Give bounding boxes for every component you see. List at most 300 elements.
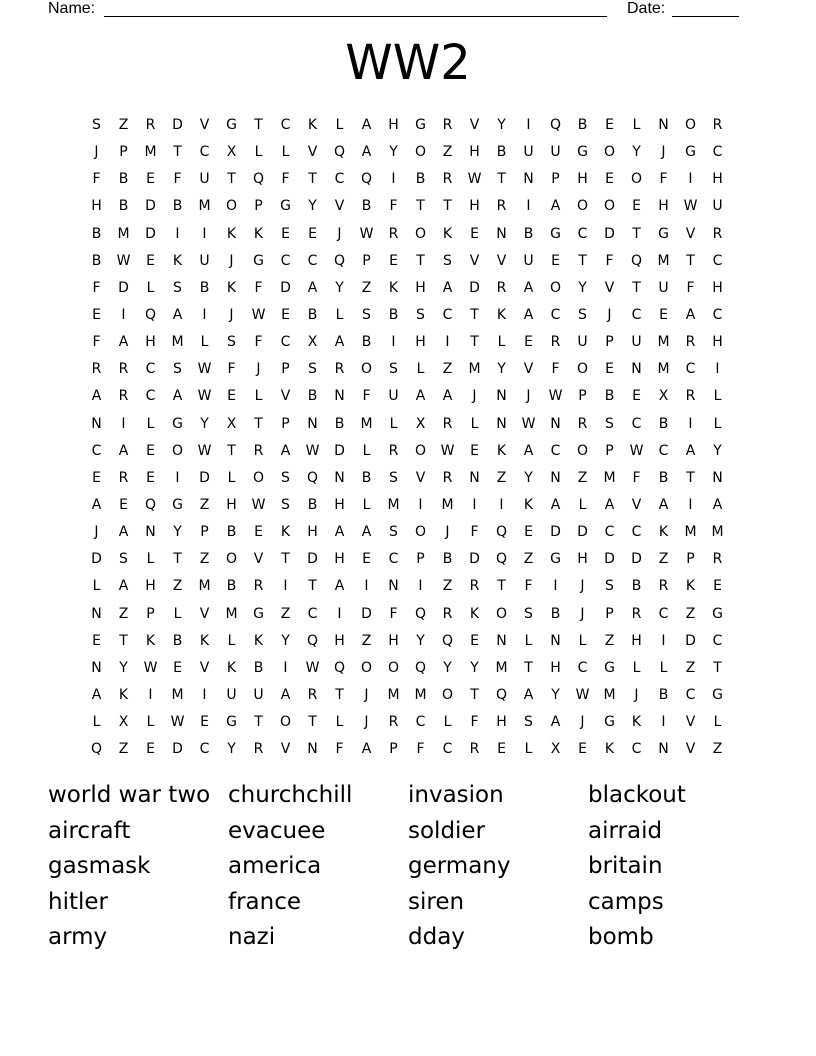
grid-letter: G <box>712 686 723 703</box>
grid-letter: Q <box>306 469 319 486</box>
grid-letter: R <box>496 279 507 296</box>
grid-letter: Y <box>281 632 290 649</box>
grid-letter: M <box>657 361 670 378</box>
grid-letter: I <box>661 714 666 731</box>
grid-letter: J <box>229 306 234 323</box>
grid-letter: B <box>91 252 102 269</box>
grid-letter: K <box>280 524 291 541</box>
word-list-item: evacuee <box>228 817 326 844</box>
grid-letter: C <box>685 361 696 378</box>
word-list-item: invasion <box>408 782 504 808</box>
grid-letter: Z <box>118 117 129 133</box>
grid-letter: T <box>308 171 317 188</box>
grid-letter: G <box>604 659 615 676</box>
grid-letter: R <box>118 469 129 486</box>
grid-letter: W <box>467 171 482 188</box>
grid-letter: F <box>335 741 344 758</box>
grid-letter: Z <box>496 469 507 486</box>
grid-letter: Y <box>119 659 128 676</box>
grid-letter: I <box>688 415 693 432</box>
grid-letter: T <box>443 198 452 215</box>
grid-letter: U <box>523 252 534 269</box>
grid-letter: G <box>712 605 723 622</box>
word-list-item: america <box>228 853 322 879</box>
grid-letter: A <box>361 741 372 758</box>
grid-letter: W <box>305 442 320 459</box>
grid-letter: E <box>497 741 506 758</box>
grid-letter: D <box>91 551 102 568</box>
grid-letter: Q <box>495 686 508 703</box>
grid-letter: Z <box>523 551 534 568</box>
grid-letter: V <box>496 252 507 269</box>
grid-letter: D <box>469 551 480 568</box>
grid-letter: A <box>361 117 372 133</box>
grid-letter: P <box>362 252 371 269</box>
grid-letter: H <box>334 496 345 513</box>
grid-letter: Y <box>497 361 506 378</box>
grid-letter: E <box>470 632 479 649</box>
grid-letter: Q <box>144 496 157 513</box>
grid-letter: R <box>145 117 156 133</box>
grid-letter: S <box>281 469 290 486</box>
grid-letter: I <box>526 117 531 133</box>
grid-letter: E <box>200 714 209 731</box>
grid-letter: R <box>550 334 561 351</box>
grid-letter: R <box>631 605 642 622</box>
grid-letter: S <box>362 306 371 323</box>
name-label: Name: <box>48 0 96 17</box>
grid-letter: D <box>280 279 291 296</box>
grid-letter: N <box>550 415 561 432</box>
grid-letter: P <box>686 551 695 568</box>
grid-letter: D <box>145 225 156 242</box>
grid-letter: E <box>578 741 587 758</box>
grid-letter: X <box>307 334 318 351</box>
grid-letter: N <box>550 469 561 486</box>
grid-letter: W <box>251 496 266 513</box>
grid-letter: Y <box>443 659 452 676</box>
grid-letter: Y <box>578 279 587 296</box>
grid-letter: E <box>146 469 155 486</box>
grid-letter: E <box>146 741 155 758</box>
grid-letter: W <box>143 659 158 676</box>
grid-letter: B <box>199 279 210 296</box>
grid-letter: Z <box>658 551 669 568</box>
grid-letter: I <box>391 171 396 188</box>
grid-letter: E <box>119 496 128 513</box>
grid-letter: S <box>389 361 398 378</box>
word-list-item: gasmask <box>48 853 151 879</box>
grid-letter: E <box>254 524 263 541</box>
grid-letter: Y <box>416 632 425 649</box>
grid-letter: O <box>171 442 184 459</box>
grid-letter: E <box>470 225 479 242</box>
grid-letter: Z <box>199 496 210 513</box>
grid-letter: R <box>685 334 696 351</box>
word-list-item: aircraft <box>48 817 131 844</box>
grid-letter: B <box>361 198 372 215</box>
grid-letter: R <box>658 578 669 595</box>
grid-letter: I <box>391 334 396 351</box>
grid-letter: T <box>632 225 641 242</box>
grid-letter: P <box>578 388 587 405</box>
grid-letter: G <box>280 198 291 215</box>
grid-letter: R <box>334 361 345 378</box>
grid-letter: I <box>283 578 288 595</box>
grid-letter: N <box>388 578 399 595</box>
grid-letter: L <box>362 496 371 513</box>
grid-letter: G <box>604 714 615 731</box>
grid-letter: Z <box>361 279 372 296</box>
grid-letter: I <box>283 659 288 676</box>
grid-letter: R <box>307 686 318 703</box>
grid-letter: L <box>713 714 722 731</box>
grid-letter: N <box>496 632 507 649</box>
grid-letter: I <box>418 578 423 595</box>
grid-letter: S <box>173 279 182 296</box>
grid-letter: O <box>225 551 238 568</box>
grid-letter: H <box>415 334 426 351</box>
grid-letter: U <box>253 686 264 703</box>
grid-letter: O <box>576 198 589 215</box>
grid-letter: S <box>578 306 587 323</box>
grid-letter: L <box>92 714 101 731</box>
grid-letter: T <box>227 442 236 459</box>
grid-letter: E <box>308 225 317 242</box>
grid-letter: O <box>630 171 643 188</box>
grid-letter: U <box>388 388 399 405</box>
grid-letter: B <box>172 198 183 215</box>
grid-letter: K <box>172 252 183 269</box>
grid-letter: E <box>551 252 560 269</box>
grid-letter: J <box>337 225 342 242</box>
grid-letter: O <box>603 144 616 161</box>
grid-letter: R <box>496 198 507 215</box>
grid-letter: I <box>202 686 207 703</box>
grid-letter: Q <box>495 524 508 541</box>
grid-letter: A <box>442 279 453 296</box>
grid-letter: W <box>359 225 374 242</box>
grid-letter: M <box>603 686 616 703</box>
grid-letter: F <box>551 361 560 378</box>
grid-letter: V <box>685 741 696 758</box>
grid-letter: K <box>496 306 507 323</box>
grid-letter: H <box>631 632 642 649</box>
grid-letter: X <box>550 741 561 758</box>
grid-letter: P <box>605 334 614 351</box>
grid-letter: T <box>497 171 506 188</box>
grid-letter: X <box>226 144 237 161</box>
grid-letter: H <box>469 198 480 215</box>
grid-letter: N <box>334 388 345 405</box>
grid-letter: Z <box>442 144 453 161</box>
grid-letter: O <box>387 659 400 676</box>
grid-letter: J <box>94 524 99 541</box>
grid-letter: V <box>469 117 480 133</box>
grid-letter: S <box>92 117 101 133</box>
grid-letter: S <box>308 361 317 378</box>
grid-letter: B <box>523 225 534 242</box>
grid-letter: B <box>226 524 237 541</box>
grid-letter: L <box>524 741 533 758</box>
grid-letter: C <box>415 714 426 731</box>
grid-letter: M <box>198 578 211 595</box>
grid-letter: O <box>414 442 427 459</box>
grid-letter: V <box>199 659 210 676</box>
grid-letter: C <box>550 442 561 459</box>
grid-letter: W <box>197 361 212 378</box>
grid-letter: M <box>171 334 184 351</box>
grid-letter: F <box>524 578 533 595</box>
grid-letter: G <box>550 225 561 242</box>
grid-letter: G <box>226 117 237 133</box>
grid-letter: B <box>118 171 129 188</box>
grid-letter: H <box>658 198 669 215</box>
grid-letter: X <box>226 415 237 432</box>
grid-letter: J <box>256 361 261 378</box>
grid-letter: E <box>146 171 155 188</box>
grid-letter: J <box>364 714 369 731</box>
grid-letter: N <box>523 171 534 188</box>
grid-letter: K <box>388 279 399 296</box>
grid-letter: D <box>307 551 318 568</box>
grid-letter: C <box>145 388 156 405</box>
grid-letter: C <box>307 605 318 622</box>
grid-letter: A <box>334 578 345 595</box>
grid-letter: K <box>226 225 237 242</box>
grid-letter: I <box>715 361 720 378</box>
grid-letter: V <box>199 605 210 622</box>
grid-letter: H <box>712 334 723 351</box>
grid-letter: L <box>146 415 155 432</box>
grid-letter: H <box>226 496 237 513</box>
grid-letter: Q <box>630 252 643 269</box>
grid-letter: O <box>252 469 265 486</box>
grid-letter: I <box>553 578 558 595</box>
grid-letter: W <box>251 306 266 323</box>
grid-letter: C <box>631 415 642 432</box>
grid-letter: A <box>523 306 534 323</box>
grid-letter: M <box>441 496 454 513</box>
grid-letter: M <box>360 415 373 432</box>
grid-letter: B <box>307 388 318 405</box>
grid-letter: L <box>362 442 371 459</box>
grid-letter: O <box>225 198 238 215</box>
grid-letter: A <box>91 686 102 703</box>
grid-letter: F <box>389 198 398 215</box>
grid-letter: Z <box>604 632 615 649</box>
grid-letter: Z <box>361 632 372 649</box>
grid-letter: U <box>199 252 210 269</box>
grid-letter: P <box>605 605 614 622</box>
grid-letter: F <box>254 279 263 296</box>
word-list-item: nazi <box>228 924 276 950</box>
grid-letter: K <box>631 714 642 731</box>
grid-letter: T <box>470 686 479 703</box>
grid-letter: A <box>550 496 561 513</box>
grid-letter: B <box>415 171 426 188</box>
grid-letter: T <box>416 252 425 269</box>
grid-letter: A <box>172 306 183 323</box>
grid-letter: Y <box>551 686 560 703</box>
grid-letter: J <box>634 686 639 703</box>
grid-letter: K <box>253 632 264 649</box>
grid-letter: C <box>388 551 399 568</box>
grid-letter: Q <box>90 741 103 758</box>
grid-letter: I <box>364 578 369 595</box>
grid-letter: T <box>227 171 236 188</box>
grid-letter: W <box>521 415 536 432</box>
grid-letter: E <box>92 469 101 486</box>
word-list-item: germany <box>408 853 511 879</box>
grid-letter: C <box>712 306 723 323</box>
grid-letter: J <box>661 144 666 161</box>
grid-letter: E <box>92 632 101 649</box>
grid-letter: R <box>118 361 129 378</box>
grid-letter: M <box>468 361 481 378</box>
grid-letter: F <box>92 334 101 351</box>
grid-letter: D <box>172 117 183 133</box>
grid-letter: V <box>334 198 345 215</box>
grid-letter: H <box>334 551 345 568</box>
grid-letter: Z <box>442 578 453 595</box>
grid-letter: S <box>389 469 398 486</box>
grid-letter: B <box>91 225 102 242</box>
grid-letter: U <box>631 334 642 351</box>
grid-letter: A <box>118 578 129 595</box>
grid-letter: Q <box>360 171 373 188</box>
grid-letter: A <box>361 144 372 161</box>
grid-letter: S <box>524 714 533 731</box>
grid-letter: M <box>117 225 130 242</box>
grid-letter: V <box>280 388 291 405</box>
grid-letter: A <box>550 714 561 731</box>
grid-letter: O <box>441 686 454 703</box>
grid-letter: I <box>661 632 666 649</box>
grid-letter: A <box>523 279 534 296</box>
grid-letter: V <box>415 469 426 486</box>
grid-letter: E <box>362 551 371 568</box>
grid-letter: Q <box>252 171 265 188</box>
grid-letter: L <box>173 605 182 622</box>
grid-letter: I <box>148 686 153 703</box>
grid-letter: F <box>92 171 101 188</box>
grid-letter: Q <box>333 144 346 161</box>
grid-letter: M <box>387 686 400 703</box>
grid-letter: K <box>658 524 669 541</box>
grid-letter: O <box>414 225 427 242</box>
grid-letter: N <box>496 225 507 242</box>
grid-letter: R <box>442 117 453 133</box>
grid-letter: G <box>253 252 264 269</box>
grid-letter: A <box>361 524 372 541</box>
grid-letter: B <box>226 578 237 595</box>
grid-letter: M <box>171 686 184 703</box>
grid-letter: A <box>658 496 669 513</box>
grid-letter: Y <box>335 279 344 296</box>
grid-letter: R <box>388 714 399 731</box>
grid-letter: F <box>281 171 290 188</box>
grid-letter: O <box>360 659 373 676</box>
grid-letter: A <box>334 334 345 351</box>
grid-letter: F <box>605 252 614 269</box>
grid-letter: V <box>199 117 210 133</box>
grid-letter: P <box>119 144 128 161</box>
grid-letter: V <box>523 361 534 378</box>
grid-letter: E <box>146 252 155 269</box>
grid-letter: E <box>524 334 533 351</box>
grid-letter: D <box>118 279 129 296</box>
grid-letter: E <box>524 524 533 541</box>
grid-letter: C <box>712 632 723 649</box>
grid-letter: N <box>550 632 561 649</box>
grid-letter: N <box>658 117 669 133</box>
grid-letter: J <box>526 388 531 405</box>
grid-letter: L <box>632 659 641 676</box>
grid-letter: L <box>497 334 506 351</box>
grid-letter: B <box>442 551 453 568</box>
grid-letter: H <box>469 144 480 161</box>
grid-letter: L <box>335 306 344 323</box>
grid-letter: B <box>361 469 372 486</box>
grid-letter: L <box>416 361 425 378</box>
grid-letter: Y <box>713 442 722 459</box>
grid-letter: B <box>577 117 588 133</box>
grid-letter: F <box>632 469 641 486</box>
grid-letter: B <box>307 496 318 513</box>
grid-letter: Q <box>144 306 157 323</box>
grid-letter: T <box>470 306 479 323</box>
grid-letter: E <box>227 388 236 405</box>
grid-letter: L <box>659 659 668 676</box>
grid-letter: J <box>94 144 99 161</box>
grid-letter: C <box>199 741 210 758</box>
grid-letter: R <box>442 469 453 486</box>
grid-letter: B <box>388 306 399 323</box>
grid-letter: H <box>577 171 588 188</box>
grid-letter: T <box>713 659 722 676</box>
grid-letter: R <box>685 388 696 405</box>
grid-letter: P <box>416 551 425 568</box>
word-list-item: hitler <box>48 888 108 915</box>
grid-letter: E <box>281 225 290 242</box>
grid-letter: E <box>173 659 182 676</box>
grid-letter: A <box>685 442 696 459</box>
grid-letter: K <box>199 632 210 649</box>
grid-letter: T <box>335 686 344 703</box>
grid-letter: D <box>172 741 183 758</box>
grid-letter: G <box>550 551 561 568</box>
grid-letter: L <box>632 117 641 133</box>
grid-letter: U <box>577 334 588 351</box>
grid-letter: R <box>118 388 129 405</box>
grid-letter: I <box>688 171 693 188</box>
grid-letter: L <box>200 334 209 351</box>
grid-letter: M <box>144 144 157 161</box>
grid-letter: Q <box>333 252 346 269</box>
grid-letter: E <box>92 306 101 323</box>
grid-letter: B <box>307 306 318 323</box>
grid-letter: Y <box>389 144 398 161</box>
grid-letter: M <box>711 524 724 541</box>
grid-letter: M <box>603 469 616 486</box>
grid-letter: R <box>253 741 264 758</box>
grid-letter: O <box>414 144 427 161</box>
grid-letter: A <box>712 496 723 513</box>
word-list-item: dday <box>408 924 465 950</box>
grid-letter: Q <box>306 632 319 649</box>
grid-letter: I <box>121 306 126 323</box>
